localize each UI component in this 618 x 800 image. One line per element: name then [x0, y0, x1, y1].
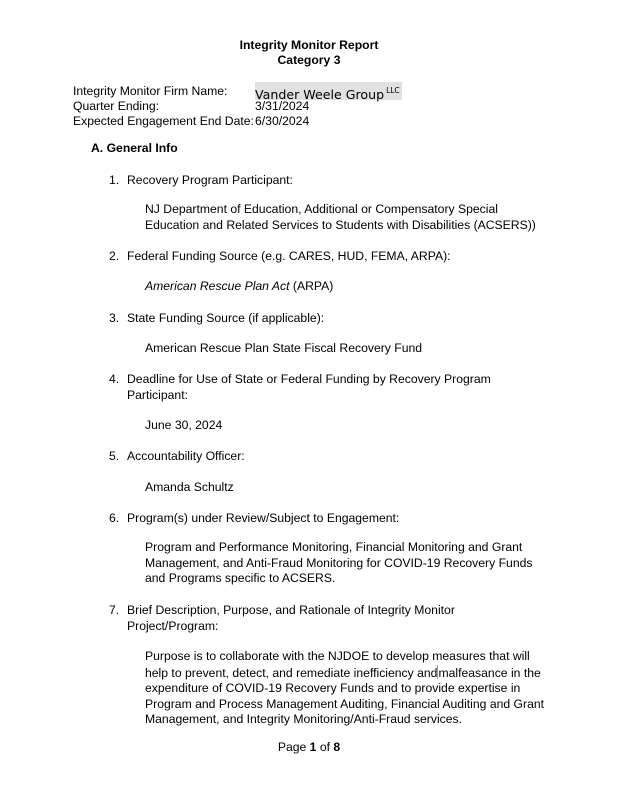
item-number: 7.	[109, 603, 120, 617]
engagement-end-value: 6/30/2024	[255, 114, 310, 128]
firm-name-suffix: LLC	[386, 86, 400, 95]
item-answer-text: Purpose is to collaborate with the NJDOE to develop measures that will help to prevent, detect, and remediate inefficiency and	[145, 649, 530, 680]
quarter-ending-value: 3/31/2024	[255, 99, 310, 113]
item-answer	[145, 649, 547, 728]
page-word: Page	[277, 740, 307, 754]
item-question: Federal Funding Source (e.g. CARES, HUD, FEMA, ARPA):	[127, 249, 451, 263]
item-answer-italic: American Rescue Plan Act	[145, 279, 290, 293]
item-number: 1.	[109, 173, 120, 187]
item-number: 5.	[109, 449, 120, 463]
item-answer-text: malfeasance in the expenditure of COVID-19 Recovery Funds and to provide expertise in Program and Process Management Auditing, Financial Auditing and Grant Management, and Integrity Monitoring/Anti-Fraud services.	[145, 665, 545, 726]
item-number: 6.	[109, 511, 120, 525]
item-answer: American Rescue Plan State Fiscal Recovery Fund	[145, 341, 423, 355]
item-question: Accountability Officer:	[127, 449, 245, 463]
quarter-ending-label: Quarter Ending:	[73, 99, 160, 113]
item-number: 3.	[109, 311, 120, 325]
item-answer	[145, 279, 555, 295]
engagement-end-label: Expected Engagement End Date:	[73, 114, 254, 128]
item-question: Brief Description, Purpose, and Rationale of Integrity Monitor Project/Program:	[127, 603, 455, 633]
item-question: Deadline for Use of State or Federal Funding by Recovery Program Participant:	[127, 372, 491, 402]
page-total: 8	[333, 740, 341, 754]
item-answer-rest: (ARPA)	[289, 279, 334, 293]
item-answer: June 30, 2024	[145, 418, 223, 432]
item-number: 4.	[109, 372, 120, 386]
item-question: Program(s) under Review/Subject to Engagement:	[127, 511, 400, 525]
item-number: 2.	[109, 249, 120, 263]
item-answer: Program and Performance Monitoring, Financial Monitoring and Grant Management, and Anti-Fraud Monitoring for COVID-19 Recovery Funds and Programs specific to ACSERS.	[145, 540, 533, 585]
page-current: 1	[309, 740, 317, 754]
item-answer: NJ Department of Education, Additional or Compensatory Special Education and Related Services to Students with Disabilities (ACSERS))	[145, 202, 536, 232]
report-category: Category 3	[277, 53, 341, 67]
page-footer	[0, 740, 618, 754]
section-heading-general-info: A. General Info	[91, 141, 178, 155]
report-title: Integrity Monitor Report	[239, 38, 379, 52]
item-question: State Funding Source (if applicable):	[127, 311, 325, 325]
item-question: Recovery Program Participant:	[127, 173, 293, 187]
item-answer: Amanda Schultz	[145, 480, 234, 494]
firm-name-label: Integrity Monitor Firm Name:	[73, 84, 228, 98]
firm-name-value	[255, 82, 402, 100]
firm-name-text: Vander Weele Group	[255, 87, 385, 102]
of-word: of	[319, 740, 331, 754]
